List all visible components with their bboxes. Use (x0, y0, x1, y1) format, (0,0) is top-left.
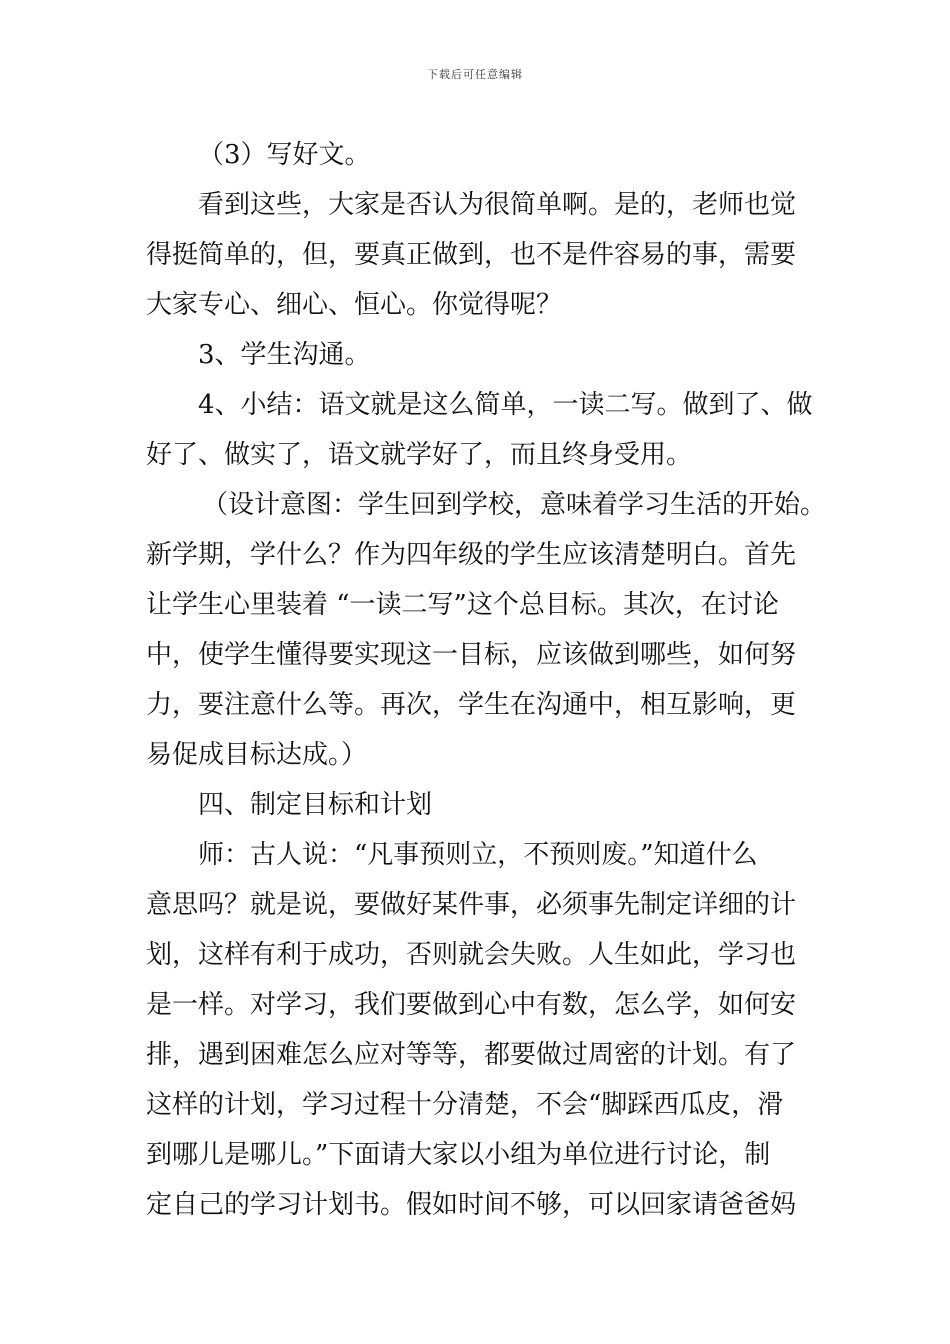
text-line: 好了、做实了，语文就学好了，而且终身受用。 (146, 440, 693, 470)
page-header: 下载后可任意编辑 (427, 68, 523, 81)
text-line: （3）写好文。 (198, 140, 371, 170)
text-line: 排，遇到困难怎么应对等等，都要做过周密的计划。有了 (146, 1040, 797, 1070)
text-line: 得挺简单的，但，要真正做到，也不是件容易的事，需要 (146, 240, 797, 270)
text-line: 4、小结：语文就是这么简单，一读二写。做到了、做 (198, 390, 813, 420)
text-line: 中，使学生懂得要实现这一目标，应该做到哪些，如何努 (146, 640, 797, 670)
text-line: 易促成目标达成。） (146, 740, 368, 770)
text-line: 到哪儿是哪儿。”下面请大家以小组为单位进行讨论，制 (146, 1140, 771, 1170)
text-line: （设计意图：学生回到学校，意味着学习生活的开始。 (202, 490, 827, 520)
text-line: 划，这样有利于成功，否则就会失败。人生如此，学习也 (146, 940, 797, 970)
text-line: 大家专心、细心、恒心。你觉得呢？ (146, 290, 563, 320)
text-line: 让学生心里装着 “一读二写”这个总目标。其次，在讨论 (146, 590, 779, 620)
text-line: 这样的计划，学习过程十分清楚，不会“脚踩西瓜皮，滑 (146, 1090, 784, 1120)
text-line: 新学期，学什么？作为四年级的学生应该清楚明白。首先 (146, 540, 797, 570)
text-line: 定自己的学习计划书。假如时间不够，可以回家请爸爸妈 (146, 1190, 797, 1220)
text-line: 是一样。对学习，我们要做到心中有数，怎么学，如何安 (146, 990, 797, 1020)
text-line: 看到这些，大家是否认为很简单啊。是的，老师也觉 (198, 190, 797, 220)
text-line: 意思吗？就是说，要做好某件事，必须事先制定详细的计 (146, 890, 797, 920)
text-line: 师：古人说：“凡事预则立，不预则废。”知道什么 (198, 840, 758, 870)
document-body (146, 130, 826, 1230)
text-line: 3、学生沟通。 (198, 340, 371, 370)
text-line: 力，要注意什么等。再次，学生在沟通中，相互影响，更 (146, 690, 797, 720)
section-heading: 四、制定目标和计划 (198, 790, 433, 820)
